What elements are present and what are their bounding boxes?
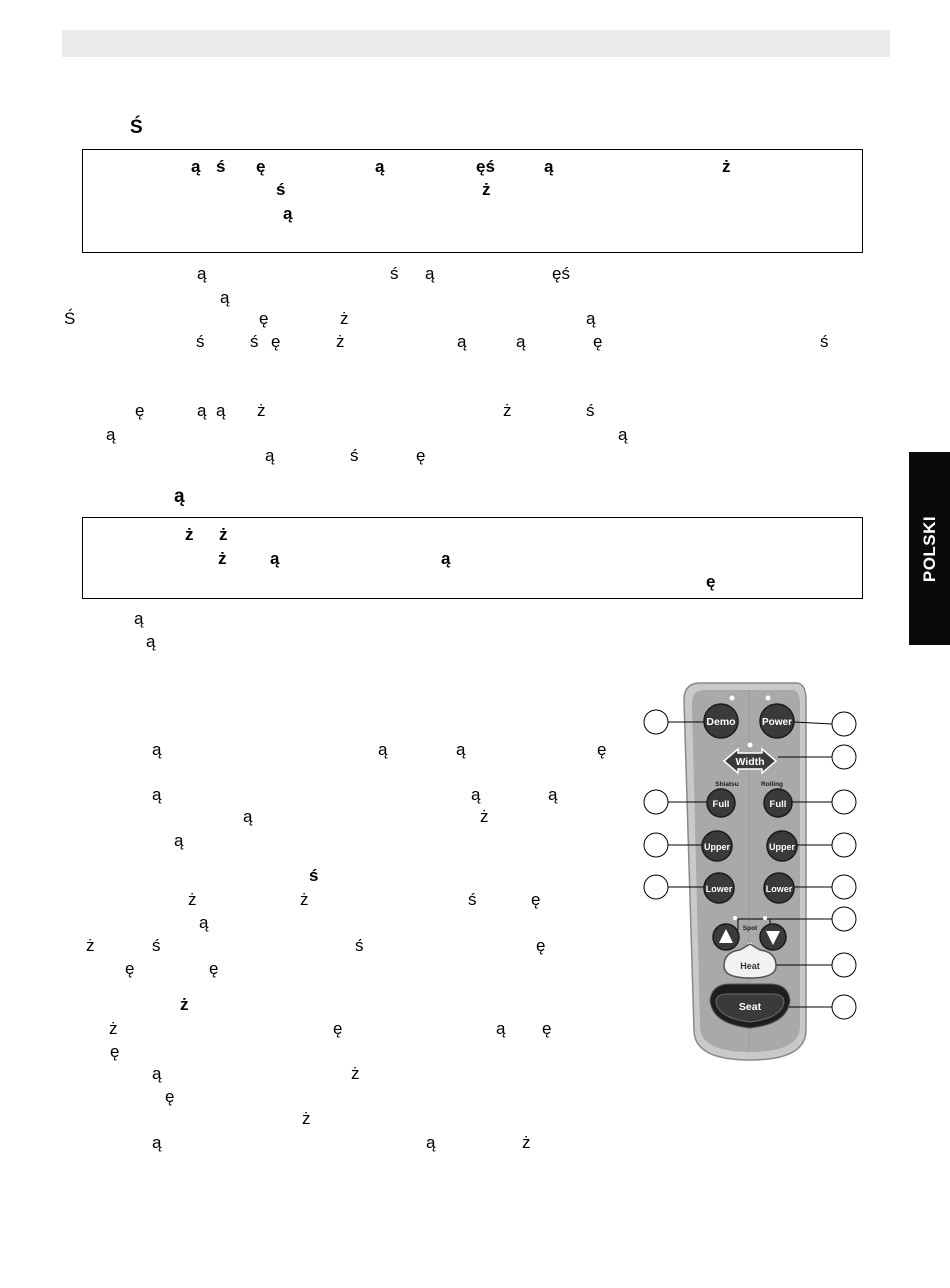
text-fragment: ą	[441, 549, 451, 568]
text-fragment: ę	[110, 1042, 120, 1061]
text-fragment: ś	[216, 157, 226, 176]
text-fragment: ę	[597, 740, 607, 759]
text-fragment: ż	[336, 332, 345, 351]
text-fragment: ę	[209, 959, 219, 978]
callout-5	[832, 790, 856, 814]
callout-12	[832, 995, 856, 1019]
text-fragment: ą	[270, 549, 280, 568]
text-fragment: ś	[350, 446, 359, 465]
callout-2	[832, 712, 856, 736]
text-fragment: Ś	[130, 117, 143, 138]
text-fragment: ś	[820, 332, 829, 351]
callout-6	[644, 833, 668, 857]
callout-11	[832, 953, 856, 977]
text-fragment: ą	[548, 785, 558, 804]
text-fragment: ż	[503, 401, 512, 420]
rolling-label: Rolling	[760, 781, 784, 788]
text-fragment: ż	[351, 1064, 360, 1083]
power-button-label: Power	[761, 717, 793, 728]
text-fragment: ą	[426, 1133, 436, 1152]
text-fragment: ą	[174, 831, 184, 850]
text-fragment: ą	[216, 401, 226, 420]
text-fragment: ę	[271, 332, 281, 351]
text-fragment: ś	[250, 332, 259, 351]
text-fragment: ż	[180, 995, 189, 1014]
text-fragment: ę	[256, 157, 266, 176]
upper-right-button[interactable]	[767, 831, 797, 861]
text-fragment: ą	[378, 740, 388, 759]
text-fragment: ą	[457, 332, 467, 351]
text-fragment: ą	[197, 401, 207, 420]
lower-right-label: Lower	[765, 884, 793, 894]
text-fragment: ż	[257, 401, 266, 420]
upper-right-label: Upper	[768, 842, 796, 852]
text-fragment: ą	[174, 486, 185, 507]
demo-button[interactable]	[704, 704, 738, 738]
text-fragment: ą	[134, 609, 144, 628]
text-fragment: ś	[355, 936, 364, 955]
text-fragment: ą	[283, 204, 293, 223]
text-fragment: ż	[482, 180, 491, 199]
full-right-label: Full	[769, 799, 787, 810]
text-fragment: ę	[259, 309, 269, 328]
notice-box-2	[82, 517, 863, 599]
text-fragment: ż	[219, 525, 228, 544]
spot-label: Spot	[742, 925, 758, 932]
text-fragment: ą	[618, 425, 628, 444]
text-fragment: ą	[199, 913, 209, 932]
text-fragment: ą	[152, 1133, 162, 1152]
text-fragment: ż	[480, 807, 489, 826]
text-fragment: ą	[191, 157, 201, 176]
text-fragment: ż	[86, 936, 95, 955]
power-button[interactable]	[760, 704, 794, 738]
text-fragment: ż	[522, 1133, 531, 1152]
heat-button-label: Heat	[740, 961, 760, 971]
full-left-label: Full	[712, 799, 730, 810]
text-fragment: ą	[152, 1064, 162, 1083]
text-fragment: ę	[706, 572, 716, 591]
lower-left-label: Lower	[705, 884, 733, 894]
text-fragment: ą	[197, 264, 207, 283]
text-fragment: ś	[390, 264, 399, 283]
callout-4	[644, 790, 668, 814]
callout-7	[832, 833, 856, 857]
full-right-button[interactable]	[764, 789, 792, 817]
language-tab-label: POLSKI	[919, 515, 939, 582]
text-fragment: ą	[220, 288, 230, 307]
lower-left-button[interactable]	[704, 873, 734, 903]
text-fragment: ę	[125, 959, 135, 978]
text-fragment: ęś	[476, 157, 495, 176]
header-band	[62, 30, 890, 57]
text-fragment: ś	[586, 401, 595, 420]
language-tab[interactable]	[909, 452, 950, 645]
text-fragment: ż	[188, 890, 197, 909]
text-fragment: ą	[152, 740, 162, 759]
callout-1	[644, 710, 668, 734]
text-fragment: ą	[265, 446, 275, 465]
full-left-button[interactable]	[707, 789, 735, 817]
text-fragment: ś	[468, 890, 477, 909]
upper-left-label: Upper	[703, 842, 731, 852]
text-fragment: ą	[456, 740, 466, 759]
text-fragment: ą	[375, 157, 385, 176]
text-fragment: ą	[106, 425, 116, 444]
text-fragment: ą	[243, 807, 253, 826]
text-fragment: ę	[416, 446, 426, 465]
text-fragment: ż	[722, 157, 731, 176]
remote-control-illustration	[638, 678, 860, 1063]
text-fragment: ę	[135, 401, 145, 420]
text-fragment: ś	[309, 866, 319, 885]
callout-3	[832, 745, 856, 769]
text-fragment: ż	[109, 1019, 118, 1038]
text-fragment: ę	[165, 1087, 175, 1106]
spot-down-button[interactable]	[760, 924, 786, 950]
text-fragment: ę	[531, 890, 541, 909]
text-fragment: ś	[276, 180, 286, 199]
text-fragment: ą	[516, 332, 526, 351]
callout-9	[832, 875, 856, 899]
width-button-label: Width	[735, 756, 765, 768]
shiatsu-label: Shiatsu	[715, 781, 739, 788]
lower-right-button[interactable]	[764, 873, 794, 903]
text-fragment: ż	[218, 549, 227, 568]
text-fragment: ą	[152, 785, 162, 804]
seat-button-label: Seat	[738, 1001, 762, 1013]
text-fragment: ś	[196, 332, 205, 351]
spot-up-button[interactable]	[713, 924, 739, 950]
text-fragment: ż	[300, 890, 309, 909]
text-fragment: ż	[340, 309, 349, 328]
text-fragment: ą	[425, 264, 435, 283]
text-fragment: ęś	[552, 264, 570, 283]
text-fragment: ż	[302, 1109, 311, 1128]
callout-8	[644, 875, 668, 899]
text-fragment: ś	[152, 936, 161, 955]
text-fragment: ę	[593, 332, 603, 351]
text-fragment: ą	[496, 1019, 506, 1038]
demo-button-label: Demo	[706, 716, 736, 728]
text-fragment: ą	[146, 632, 156, 651]
text-fragment: ę	[542, 1019, 552, 1038]
text-fragment: ą	[471, 785, 481, 804]
text-fragment: Ś	[64, 309, 76, 328]
upper-left-button[interactable]	[702, 831, 732, 861]
text-fragment: ę	[333, 1019, 343, 1038]
text-fragment: ą	[544, 157, 554, 176]
text-fragment: ą	[586, 309, 596, 328]
callout-10	[832, 907, 856, 931]
text-fragment: ę	[536, 936, 546, 955]
text-fragment: ż	[185, 525, 194, 544]
